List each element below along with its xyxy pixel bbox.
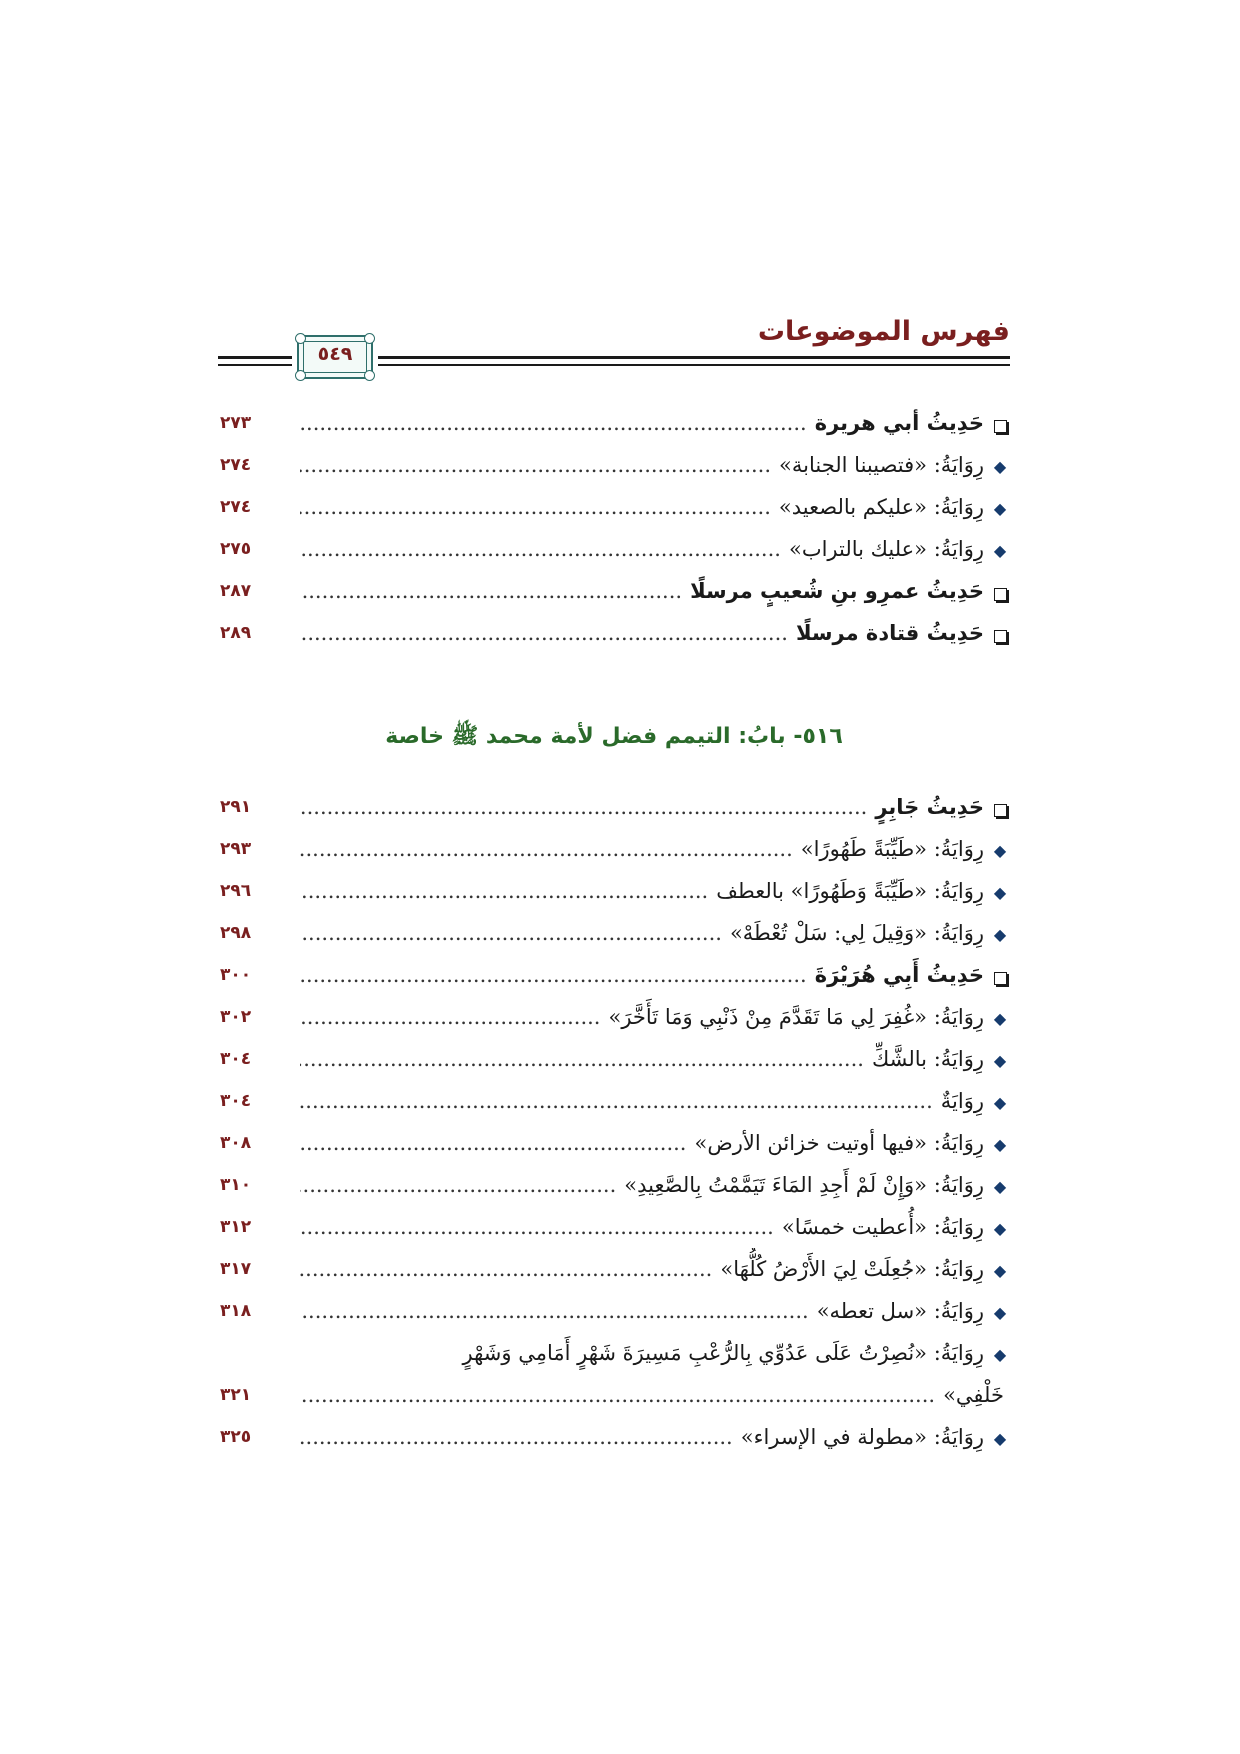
dot-leader bbox=[300, 1425, 741, 1449]
toc-group-1 bbox=[220, 402, 1010, 654]
toc-entry bbox=[300, 1290, 1010, 1332]
toc-entry bbox=[300, 870, 1010, 912]
page-header bbox=[218, 316, 1010, 388]
diamond-bullet-icon: ◆ bbox=[993, 1050, 1007, 1070]
chapter-heading: ٥١٦- بابُ: التيمم فضل لأمة محمد ﷺ خاصة bbox=[385, 724, 843, 749]
toc-entry-label: حَدِيثُ جَابِرٍ bbox=[875, 795, 984, 819]
toc-entry bbox=[300, 828, 1010, 870]
toc-page-number: ٢٧٣ bbox=[220, 413, 252, 433]
toc-page-number: ٣١٠ bbox=[220, 1175, 252, 1195]
toc-page-number: ٢٧٤ bbox=[220, 455, 252, 475]
toc-entry bbox=[300, 444, 1010, 486]
dot-leader bbox=[300, 1215, 782, 1239]
diamond-bullet-icon: ◆ bbox=[993, 498, 1007, 518]
toc-entry-label: حَدِيثُ أبي هريرة bbox=[814, 411, 984, 435]
dot-leader bbox=[300, 1089, 941, 1113]
diamond-bullet-icon: ◆ bbox=[993, 1134, 1007, 1154]
diamond-bullet-icon: ◆ bbox=[993, 1008, 1007, 1028]
toc-page-number: ٣٠٢ bbox=[220, 1007, 252, 1027]
toc-page-number: ٢٨٧ bbox=[220, 581, 252, 601]
toc-entry-label: حَدِيثُ أَبِي هُرَيْرَةَ bbox=[814, 963, 984, 987]
toc-entry-label: رِوَايَةُ: «نُصِرْتُ عَلَى عَدُوِّي بِالرُّعْبِ مَسِيرَةَ شَهْرٍ أَمَامِي وَشَهْرٍ bbox=[462, 1341, 984, 1365]
toc-entry bbox=[300, 1122, 1010, 1164]
square-bullet-icon bbox=[990, 788, 1010, 829]
header-rule-right bbox=[378, 356, 1010, 359]
diamond-bullet-icon: ◆ bbox=[993, 540, 1007, 560]
toc-entry bbox=[300, 1374, 1010, 1416]
toc-entry bbox=[300, 786, 1010, 828]
toc-entry bbox=[300, 1080, 1010, 1122]
toc-group-2 bbox=[220, 786, 1010, 1458]
toc-entry-label: رِوَايَةُ: «سل تعطه» bbox=[816, 1299, 984, 1323]
toc-entry-label: رِوَايَةُ: «أُعطيت خمسًا» bbox=[781, 1215, 984, 1239]
dot-leader bbox=[300, 537, 789, 561]
dot-leader bbox=[300, 1005, 609, 1029]
toc-entry-label: حَدِيثُ عمرِو بنِ شُعيبٍ مرسلًا bbox=[690, 579, 984, 603]
running-title: فهرس الموضوعات bbox=[757, 316, 1010, 347]
toc-entry-label: رِوَايَةُ: «مطولة في الإسراء» bbox=[740, 1425, 984, 1449]
page-number: ٥٤٩ bbox=[317, 343, 353, 365]
diamond-bullet-icon: ◆ bbox=[993, 840, 1007, 860]
toc-entry bbox=[300, 1038, 1010, 1080]
toc-entry bbox=[300, 1332, 1010, 1374]
toc-entry bbox=[300, 912, 1010, 954]
dot-leader bbox=[300, 1131, 695, 1155]
dot-leader bbox=[300, 1383, 943, 1407]
square-bullet-icon bbox=[990, 956, 1010, 997]
toc-entry bbox=[300, 402, 1010, 444]
diamond-bullet-icon: ◆ bbox=[993, 1260, 1007, 1280]
toc-entry bbox=[300, 486, 1010, 528]
toc-page-number: ٢٧٤ bbox=[220, 497, 252, 517]
toc-entry bbox=[300, 996, 1010, 1038]
toc-entry bbox=[300, 1206, 1010, 1248]
diamond-bullet-icon: ◆ bbox=[993, 1344, 1007, 1364]
diamond-bullet-icon: ◆ bbox=[993, 924, 1007, 944]
toc-entry-label: رِوَايَةُ: «جُعِلَتْ لِيَ الأَرْضُ كُلُّهَا» bbox=[720, 1257, 984, 1281]
toc-entry-label: رِوَايَةُ: «فتصيبنا الجنابة» bbox=[779, 453, 984, 477]
toc-page-number: ٣٠٠ bbox=[220, 965, 252, 985]
toc-entry-label: خَلْفِي» bbox=[943, 1383, 1004, 1407]
header-rule-left bbox=[218, 356, 292, 359]
toc-page-number: ٢٩١ bbox=[220, 797, 252, 817]
toc-page-number: ٣٢٥ bbox=[220, 1427, 252, 1447]
toc-page-number: ٣١٧ bbox=[220, 1259, 252, 1279]
dot-leader bbox=[300, 1173, 624, 1197]
toc-page-number: ٢٩٦ bbox=[220, 881, 252, 901]
toc-entry bbox=[300, 954, 1010, 996]
diamond-bullet-icon: ◆ bbox=[993, 1428, 1007, 1448]
toc-entry-label: رِوَايَةُ: «فيها أوتيت خزائن الأرض» bbox=[694, 1131, 984, 1155]
dot-leader bbox=[300, 495, 779, 519]
toc-entry-label: رِوَايَةُ: «طَيِّبَةً وَطَهُورًا» بالعطف bbox=[716, 879, 984, 903]
page-number-badge bbox=[297, 335, 373, 379]
square-bullet-icon bbox=[990, 572, 1010, 613]
toc-entry bbox=[300, 570, 1010, 612]
toc-entry bbox=[300, 1248, 1010, 1290]
toc-page-number: ٣٢١ bbox=[220, 1385, 252, 1405]
diamond-bullet-icon: ◆ bbox=[993, 882, 1007, 902]
toc-entry-label: رِوَايَةُ: «عليك بالتراب» bbox=[788, 537, 984, 561]
dot-leader bbox=[300, 411, 815, 435]
toc-page-number: ٣٠٨ bbox=[220, 1133, 252, 1153]
toc-entry-label: رِوَايَةُ: بالشَّكِّ bbox=[871, 1047, 984, 1071]
toc-entry-label: رِوَايَةٌ bbox=[940, 1089, 984, 1113]
dot-leader bbox=[300, 1257, 720, 1281]
square-bullet-icon bbox=[990, 614, 1010, 655]
diamond-bullet-icon: ◆ bbox=[993, 1092, 1007, 1112]
toc-entry-label: رِوَايَةُ: «وَقِيلَ لِي: سَلْ تُعْطَهْ» bbox=[729, 921, 984, 945]
dot-leader bbox=[300, 621, 796, 645]
toc-page-number: ٢٩٣ bbox=[220, 839, 252, 859]
toc-entry bbox=[300, 1164, 1010, 1206]
dot-leader bbox=[300, 921, 730, 945]
toc-entry-label: رِوَايَةُ: «وَإِنْ لَمْ أَجِدِ المَاءَ تَيَمَّمْتُ بِالصَّعِيدِ» bbox=[624, 1173, 984, 1197]
toc-entry-label: حَدِيثُ قتادة مرسلًا bbox=[795, 621, 984, 645]
dot-leader bbox=[455, 1341, 463, 1365]
toc-page-number: ٢٩٨ bbox=[220, 923, 252, 943]
toc-page-number: ٢٧٥ bbox=[220, 539, 252, 559]
toc-page-number: ٢٨٩ bbox=[220, 623, 252, 643]
dot-leader bbox=[300, 1047, 872, 1071]
dot-leader bbox=[300, 453, 779, 477]
diamond-bullet-icon: ◆ bbox=[993, 1218, 1007, 1238]
header-rule-left-thin bbox=[218, 364, 292, 366]
toc-page-number: ٣١٨ bbox=[220, 1301, 252, 1321]
dot-leader bbox=[300, 963, 815, 987]
square-bullet-icon bbox=[990, 404, 1010, 445]
toc-entry bbox=[300, 612, 1010, 654]
dot-leader bbox=[300, 795, 875, 819]
dot-leader bbox=[300, 579, 690, 603]
toc-entry bbox=[300, 1416, 1010, 1458]
toc-entry-label: رِوَايَةُ: «عليكم بالصعيد» bbox=[778, 495, 984, 519]
diamond-bullet-icon: ◆ bbox=[993, 456, 1007, 476]
toc-entry bbox=[300, 528, 1010, 570]
diamond-bullet-icon: ◆ bbox=[993, 1302, 1007, 1322]
dot-leader bbox=[300, 1299, 817, 1323]
dot-leader bbox=[300, 879, 716, 903]
dot-leader bbox=[300, 837, 801, 861]
toc-entry-label: رِوَايَةُ: «غُفِرَ لِي مَا تَقَدَّمَ مِنْ ذَنْبِي وَمَا تَأَخَّرَ» bbox=[608, 1005, 984, 1029]
toc-entry-label: رِوَايَةُ: «طَيِّبَةً طَهُورًا» bbox=[800, 837, 984, 861]
header-rule-right-thin bbox=[378, 364, 1010, 366]
toc-page-number: ٣٠٤ bbox=[220, 1091, 252, 1111]
diamond-bullet-icon: ◆ bbox=[993, 1176, 1007, 1196]
toc-page-number: ٣١٢ bbox=[220, 1217, 252, 1237]
toc-page-number: ٣٠٤ bbox=[220, 1049, 252, 1069]
